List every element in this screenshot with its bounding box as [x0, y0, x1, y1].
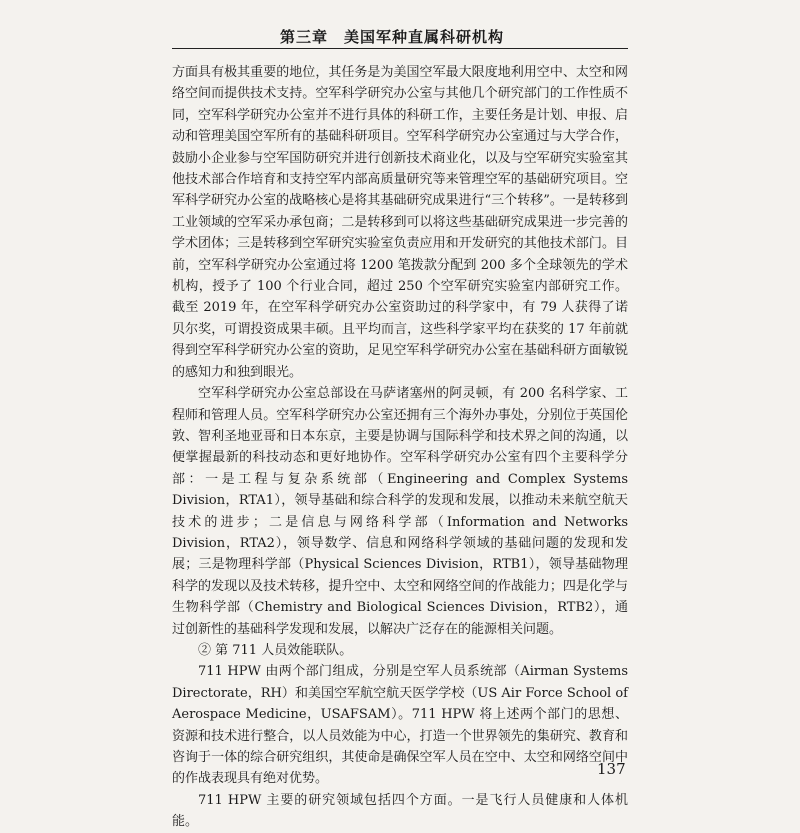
- paragraph-afosr-organization: 空军科学研究办公室总部设在马萨诸塞州的阿灵顿，有 200 名科学家、工程师和管理人员。空军科学研究办公室还拥有三个海外办事处，分别位于英国伦敦、智利圣地亚哥和日本东京，主要是协调与国际科学和技术界之间的沟通，以便掌握最新的科技动态和更好地协作。空军科学研究办公室有四个主要科学分部：一是工程与复杂系统部（Engineering and Complex Systems Division，RTA1），领导基础和综合科学的发现和发展，以推动未来航空航天技术的进步；二是信息与网络科学部（Information and Networks Division，RTA2），领导数学、信息和网络科学领域的基础问题的发现和发展；三是物理科学部（Physical Sciences Division，RTB1），领导基础物理科学的发现以及技术转移，提升空中、太空和网络空间的作战能力；四是化学与生物科学部（Chemistry and Biological Sciences Division，RTB2），通过创新性的基础科学发现和发展，以解决广泛存在的能源相关问题。: [172, 386, 628, 637]
- running-head-title: 第三章 美国军种直属科研机构: [279, 28, 504, 46]
- header-rule: [172, 48, 628, 49]
- paragraph-afosr-mission: 方面具有极其重要的地位，其任务是为美国空军最大限度地利用空中、太空和网络空间而提供技术支持。空军科学研究办公室与其他几个研究部门的工作性质不同，空军科学研究办公室并不进行具体的科研工作，主要任务是计划、申报、启动和管理美国空军所有的基础科研项目。空军科学研究办公室通过与大学合作，鼓励小企业参与空军国防研究并进行创新技术商业化，以及与空军研究实验室其他技术部合作培育和支持空军内部高质量研究等来管理空军的基础研究项目。空军科学研究办公室的战略核心是将其基础研究成果进行“三个转移”。一是转移到工业领域的空军采办承包商；二是转移到可以将这些基础研究成果进一步完善的学术团体；三是转移到空军研究实验室负责应用和开发研究的其他技术部门。目前，空军科学研究办公室通过将 1200 笔拨款分配到 200 多个全球领先的学术机构，授予了 100 个行业合同，超过 250 个空军研究实验室内部研究工作。截至 2019 年，在空军科学研究办公室资助过的科学家中，有 79 人获得了诺贝尔奖，可谓投资成果丰硕。且平均而言，这些科学家平均在获奖的 17 年前就得到空军科学研究办公室的资助，足见空军科学研究办公室在基础科研方面敏锐的感知力和独到眼光。: [172, 65, 628, 380]
- paragraph-711-hpw-research-areas: 711 HPW 主要的研究领域包括四个方面。一是飞行人员健康和人体机能。: [172, 792, 628, 830]
- body-text: [172, 62, 628, 833]
- list-item-711-hpw: ② 第 711 人员效能联队。: [198, 642, 353, 658]
- page-number: 137: [597, 760, 626, 778]
- paragraph-711-hpw-composition: 711 HPW 由两个部门组成，分别是空军人员系统部（Airman Systems Directorate，RH）和美国空军航空航天医学学校（US Air Force School of Aerospace Medicine，USAFSAM）。711 HPW 将上述两个部门的思想、资源和技术进行整合，以人员效能为中心，打造一个世界领先的集研究、教育和咨询于一体的综合研究组织，其使命是确保空军人员在空中、太空和网络空间中的作战表现具有绝对优势。: [172, 664, 628, 787]
